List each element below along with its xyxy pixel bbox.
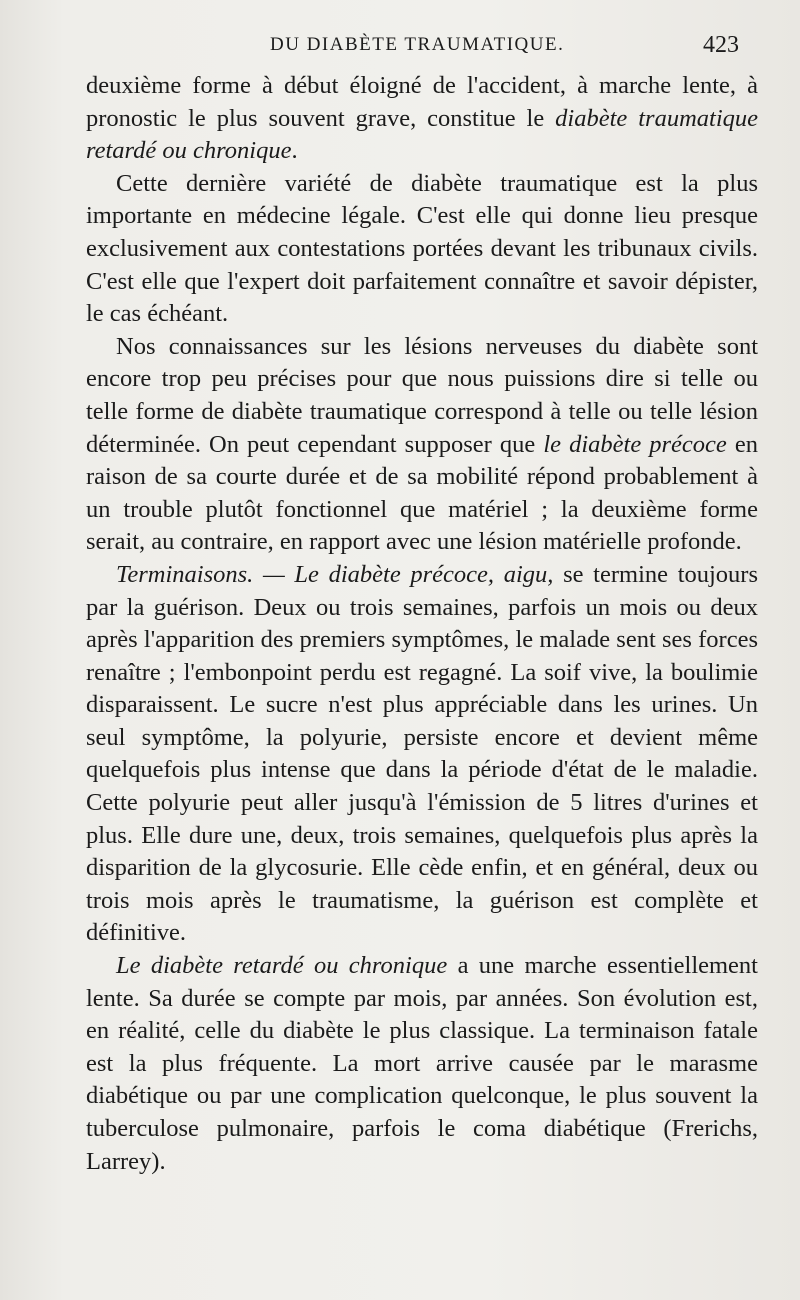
text-run: Cette dernière variété de diabète traumatique est la plus importante en médecine légale. C'est elle qui donne lieu presque exclusivement aux contestations portées devant les tribunaux civils. C'est elle que l'expert doit parfaitement connaître et savoir dépister, le cas échéant.: [86, 169, 758, 328]
paragraph: [86, 168, 758, 331]
page-number: 423: [703, 32, 739, 58]
running-head: DU DIABÈTE TRAUMATIQUE.: [270, 34, 565, 55]
body-text: [86, 70, 758, 1178]
paragraph: [86, 950, 758, 1178]
paragraph: [86, 331, 758, 559]
italic-run: Le diabète retardé ou chronique: [116, 952, 448, 980]
italic-run: le diabète précoce: [543, 430, 727, 458]
page-header: [0, 34, 800, 64]
text-run: a une marche essentiellement lente. Sa durée se compte par mois, par années. Son évolution est, en réalité, celle du diabète le plus classique. La terminaison fatale est la plus fréquente. La mort arrive causée par le marasme diabétique ou par une complication quelconque, le plus souvent la tuberculose pulmonaire, parfois le coma diabétique (Frerichs, Larrey).: [86, 952, 758, 1175]
text-run: se termine toujours par la guérison. Deux ou trois semaines, parfois un mois ou deux après l'apparition des premiers symptômes, le malade sent ses forces renaître ; l'embonpoint perdu est regagné. La soif vive, la boulimie disparaissent. Le sucre n'est plus appréciable dans les urines. Un seul symptôme, la polyurie, persiste encore et devient même quelquefois plus intense que dans la période d'état de le maladie. Cette polyurie peut aller jusqu'à l'émission de 5 litres d'urines et plus. Elle dure une, deux, trois semaines, quelquefois plus après la disparition de la glycosurie. Elle cède enfin, et en général, deux ou trois mois après le traumatisme, la guérison est complète et définitive.: [86, 560, 758, 947]
text-run: en raison de sa courte durée et de sa mobilité répond probablement à un trouble plutôt fonctionnel que matériel ; la deuxième forme serait, au contraire, en rapport avec une lésion matérielle profonde.: [86, 430, 759, 556]
italic-run: diabète traumatique retardé ou chronique: [86, 104, 758, 165]
paragraph: [86, 559, 758, 950]
text-run: Nos connaissances sur les lésions nerveuses du diabète sont encore trop peu précises pour que nous puissions dire si telle ou telle forme de diabète traumatique correspond à telle ou telle lésion déterminée. On peut cependant supposer que: [86, 332, 758, 458]
text-run: .: [291, 137, 298, 165]
paragraph: [86, 70, 758, 168]
italic-run: Terminaisons. — Le diabète précoce, aigu,: [116, 560, 554, 588]
text-run: deuxième forme à début éloigné de l'accident, à marche lente, à pronostic le plus souvent grave, constitue le: [86, 72, 758, 132]
